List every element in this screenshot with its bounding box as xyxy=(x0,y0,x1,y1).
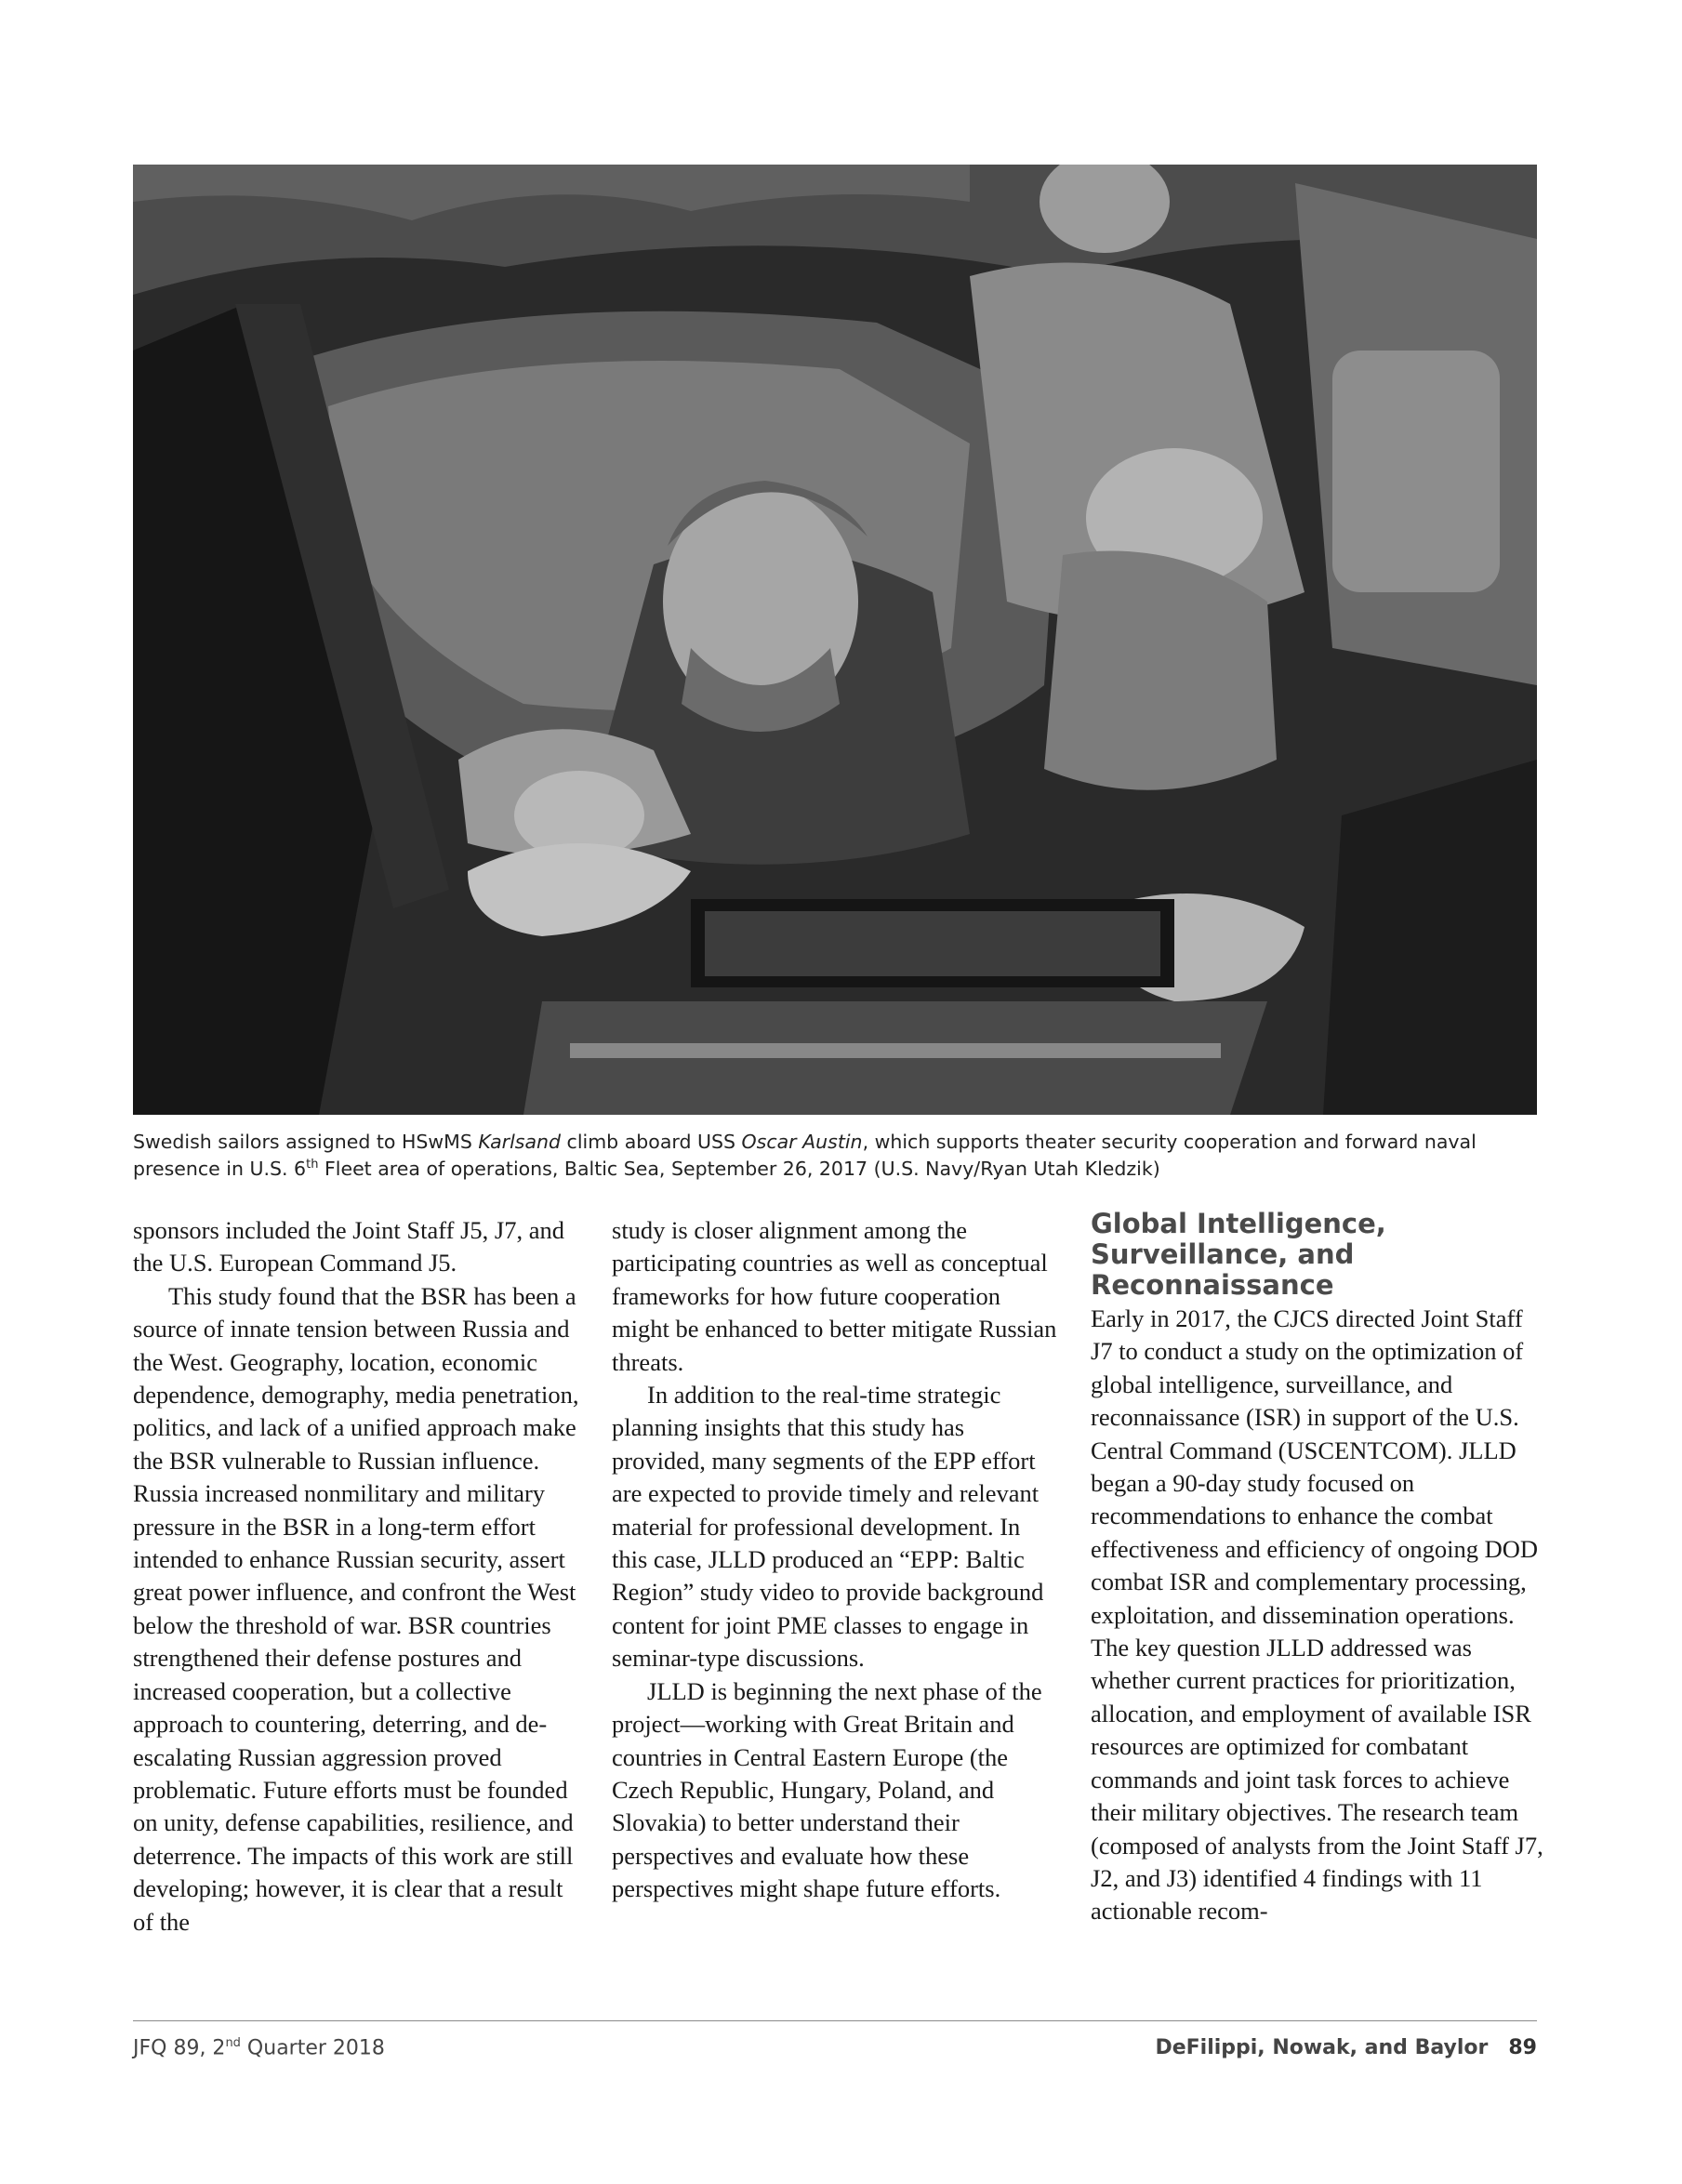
section-heading: Global Intelligence, Surveillance, and Reconnaissance xyxy=(1091,1208,1386,1301)
footer-divider xyxy=(133,2020,1537,2021)
text-column-2 xyxy=(612,1214,1058,1906)
paragraph: JLLD is beginning the next phase of the project—working with Great Britain and countries in Central Eastern Europe (the Czech Republic, Hungary, Poland, and Slovakia) to better understand their perspectives and evaluate how these perspectives might shape future efforts. xyxy=(612,1676,1042,1903)
caption-text-3: , which supports theater security cooperation and forward naval presence in U.S. 6 xyxy=(133,1131,1477,1180)
photo-caption xyxy=(133,1129,1546,1183)
page-number: 89 xyxy=(1508,2036,1537,2059)
caption-superscript: th xyxy=(306,1158,319,1172)
caption-ship-oscar-austin: Oscar Austin xyxy=(741,1131,863,1153)
paragraph: In addition to the real-time strategic planning insights that this study has provided, many segments of the EPP effort are expected to provide timely and relevant material for professional development. In this case, JLLD produced an “EPP: Baltic Region” study video to provide background content for joint PME classes to engage in seminar-type discussions. xyxy=(612,1381,1044,1673)
footer-authors-page xyxy=(1155,2036,1537,2059)
caption-text-1: Swedish sailors assigned to HSwMS xyxy=(133,1131,479,1153)
footer-authors: DeFilippi, Nowak, and Baylor xyxy=(1155,2036,1489,2059)
caption-ship-karlsand: Karlsand xyxy=(478,1131,562,1153)
text-column-1 xyxy=(133,1214,579,1939)
footer-journal xyxy=(133,2036,385,2059)
footer-quarter: Quarter 2018 xyxy=(240,2036,385,2060)
paragraph: study is closer alignment among the participating countries as well as conceptual frameworks for how future cooperation might be enhanced to better mitigate Russian threats. xyxy=(612,1216,1057,1376)
text-column-3 xyxy=(1091,1208,1546,1928)
photo-of-sailors-climbing-aboard-ship-icon xyxy=(133,165,1537,1115)
footer-journal-name: JFQ 89, 2 xyxy=(133,2036,226,2060)
paragraph: sponsors included the Joint Staff J5, J7, and the U.S. European Command J5. xyxy=(133,1216,564,1277)
paragraph: This study found that the BSR has been a source of innate tension between Russia and the West. Geography, location, economic dependence, demography, media penetration, politics, and lack of a unified approach make the BSR vulnerable to Russian influence. Russia increased nonmilitary and military pressure in the BSR in a long-term effort intended to enhance Russian security, assert great power influence, and confront the West below the threshold of war. BSR countries strengthened their defense postures and increased cooperation, but a collective approach to countering, deterring, and de-escalating Russian aggression proved problematic. Future efforts must be founded on unity, defense capabilities, resilience, and deterrence. The impacts of this work are still developing; however, it is clear that a result of the xyxy=(133,1281,579,1936)
cover-photo xyxy=(133,165,1537,1115)
paragraph: Early in 2017, the CJCS directed Joint Staff J7 to conduct a study on the optimization of global intelligence, surveillance, and reconnaissance (ISR) in support of the U.S. Central Command (USCENTCOM). JLLD began a 90-day study focused on recommendations to enhance the combat effectiveness and efficiency of ongoing DOD combat ISR and complementary processing, exploitation, and dissemination operations. The key question JLLD addressed was whether current practices for prioritization, allocation, and employment of available ISR resources are optimized for combatant commands and joint task forces to achieve their military objectives. The research team (composed of analysts from the Joint Staff J7, J2, and J3) identified 4 findings with 11 actionable recom- xyxy=(1091,1304,1543,1926)
caption-text-2: climb aboard USS xyxy=(561,1131,742,1153)
caption-text-4: Fleet area of operations, Baltic Sea, September 26, 2017 (U.S. Navy/Ryan Utah Kledzik) xyxy=(318,1158,1160,1180)
footer-superscript: nd xyxy=(225,2036,241,2050)
